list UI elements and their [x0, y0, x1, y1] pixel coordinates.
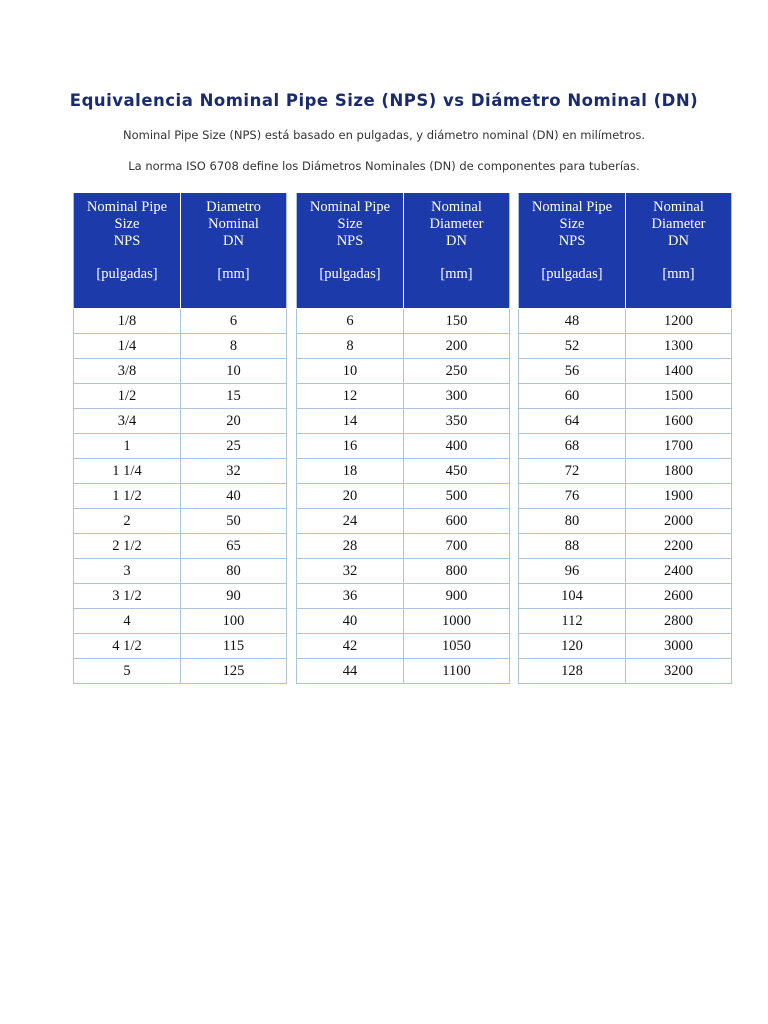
table-row [519, 534, 732, 559]
nps-cell: 112 [519, 609, 626, 634]
table-row [519, 559, 732, 584]
dn-cell: 1300 [626, 334, 732, 359]
table-row [519, 359, 732, 384]
table-row [519, 309, 732, 334]
dn-cell: 3200 [626, 659, 732, 684]
table-row [74, 384, 287, 409]
dn-cell: 50 [181, 509, 287, 534]
header-label: Nominal Pipe Size [531, 199, 613, 232]
nps-cell: 52 [519, 334, 626, 359]
header-nps [297, 193, 404, 309]
table-row [297, 384, 510, 409]
dn-cell: 2000 [626, 509, 732, 534]
table-row [74, 634, 287, 659]
header-unit: [mm] [440, 266, 473, 282]
dn-cell: 90 [181, 584, 287, 609]
dn-cell: 1000 [404, 609, 510, 634]
equivalence-table-1 [73, 193, 287, 684]
header-abbr: DN [668, 233, 689, 249]
table-row [297, 584, 510, 609]
table-row [519, 484, 732, 509]
nps-cell: 3 1/2 [74, 584, 181, 609]
nps-cell: 44 [297, 659, 404, 684]
table-row [74, 409, 287, 434]
dn-cell: 600 [404, 509, 510, 534]
table-row [297, 559, 510, 584]
nps-cell: 1 1/4 [74, 459, 181, 484]
header-abbr: NPS [336, 233, 364, 249]
nps-cell: 48 [519, 309, 626, 334]
dn-cell: 20 [181, 409, 287, 434]
dn-cell: 1200 [626, 309, 732, 334]
dn-cell: 1100 [404, 659, 510, 684]
dn-cell: 700 [404, 534, 510, 559]
nps-cell: 56 [519, 359, 626, 384]
dn-cell: 3000 [626, 634, 732, 659]
nps-cell: 68 [519, 434, 626, 459]
dn-cell: 500 [404, 484, 510, 509]
table-row [74, 484, 287, 509]
nps-cell: 32 [297, 559, 404, 584]
header-abbr: DN [223, 233, 244, 249]
nps-cell: 1/2 [74, 384, 181, 409]
header-unit: [mm] [662, 266, 695, 282]
dn-cell: 1050 [404, 634, 510, 659]
table-row [519, 384, 732, 409]
nps-cell: 5 [74, 659, 181, 684]
table-row [297, 609, 510, 634]
dn-cell: 2400 [626, 559, 732, 584]
table-row [519, 659, 732, 684]
subtitle-nps-dn: Nominal Pipe Size (NPS) está basado en pulgadas, y diámetro nominal (DN) en milímetros. [122, 128, 645, 142]
dn-cell: 800 [404, 559, 510, 584]
dn-cell: 115 [181, 634, 287, 659]
nps-cell: 14 [297, 409, 404, 434]
dn-cell: 300 [404, 384, 510, 409]
nps-cell: 2 1/2 [74, 534, 181, 559]
nps-cell: 120 [519, 634, 626, 659]
dn-cell: 350 [404, 409, 510, 434]
table-row [74, 584, 287, 609]
dn-cell: 10 [181, 359, 287, 384]
nps-cell: 24 [297, 509, 404, 534]
nps-cell: 12 [297, 384, 404, 409]
dn-cell: 8 [181, 334, 287, 359]
table-row [74, 359, 287, 384]
page-title: Equivalencia Nominal Pipe Size (NPS) vs Diámetro Nominal (DN) [69, 91, 699, 110]
dn-cell: 1600 [626, 409, 732, 434]
dn-cell: 450 [404, 459, 510, 484]
table-row [297, 309, 510, 334]
nps-cell: 6 [297, 309, 404, 334]
table-row [297, 484, 510, 509]
dn-cell: 250 [404, 359, 510, 384]
table-row [297, 659, 510, 684]
nps-cell: 1/4 [74, 334, 181, 359]
nps-cell: 72 [519, 459, 626, 484]
table-row [74, 334, 287, 359]
header-label: Nominal Pipe Size [86, 199, 168, 232]
table-row [297, 409, 510, 434]
header-abbr: NPS [558, 233, 586, 249]
dn-cell: 15 [181, 384, 287, 409]
table-row [74, 534, 287, 559]
nps-cell: 2 [74, 509, 181, 534]
dn-cell: 1700 [626, 434, 732, 459]
nps-cell: 4 [74, 609, 181, 634]
nps-cell: 104 [519, 584, 626, 609]
header-dn [626, 193, 732, 309]
dn-cell: 2600 [626, 584, 732, 609]
table-row [297, 459, 510, 484]
nps-cell: 16 [297, 434, 404, 459]
header-nps [519, 193, 626, 309]
nps-cell: 3/8 [74, 359, 181, 384]
nps-cell: 20 [297, 484, 404, 509]
table-row [297, 434, 510, 459]
table-row [74, 559, 287, 584]
table-row [519, 509, 732, 534]
nps-cell: 1 [74, 434, 181, 459]
header-unit: [mm] [217, 266, 250, 282]
dn-cell: 1500 [626, 384, 732, 409]
header-unit: [pulgadas] [319, 266, 381, 282]
nps-cell: 88 [519, 534, 626, 559]
header-label: Nominal Diameter [429, 199, 484, 232]
dn-cell: 32 [181, 459, 287, 484]
subtitle-iso-norm: La norma ISO 6708 define los Diámetros Nominales (DN) de componentes para tuberías. [128, 159, 640, 173]
dn-cell: 2800 [626, 609, 732, 634]
header-label: Nominal Pipe Size [309, 199, 391, 232]
equivalence-table-3 [518, 193, 732, 684]
header-unit: [pulgadas] [96, 266, 158, 282]
dn-cell: 150 [404, 309, 510, 334]
nps-cell: 1/8 [74, 309, 181, 334]
header-label: Nominal Diameter [651, 199, 706, 232]
table-row [74, 459, 287, 484]
nps-cell: 3/4 [74, 409, 181, 434]
dn-cell: 900 [404, 584, 510, 609]
dn-cell: 1900 [626, 484, 732, 509]
dn-cell: 1800 [626, 459, 732, 484]
nps-cell: 80 [519, 509, 626, 534]
nps-cell: 64 [519, 409, 626, 434]
dn-cell: 1400 [626, 359, 732, 384]
dn-cell: 65 [181, 534, 287, 559]
dn-cell: 6 [181, 309, 287, 334]
header-abbr: DN [446, 233, 467, 249]
table-row [74, 509, 287, 534]
header-label: Diametro Nominal [206, 199, 261, 232]
header-nps [74, 193, 181, 309]
nps-cell: 96 [519, 559, 626, 584]
dn-cell: 2200 [626, 534, 732, 559]
dn-cell: 400 [404, 434, 510, 459]
equivalence-table-2 [296, 193, 510, 684]
nps-cell: 18 [297, 459, 404, 484]
table-row [519, 584, 732, 609]
dn-cell: 80 [181, 559, 287, 584]
header-abbr: NPS [113, 233, 141, 249]
dn-cell: 100 [181, 609, 287, 634]
table-row [74, 609, 287, 634]
table-row [519, 634, 732, 659]
nps-cell: 60 [519, 384, 626, 409]
table-row [297, 334, 510, 359]
table-row [519, 459, 732, 484]
table-row [74, 659, 287, 684]
nps-cell: 28 [297, 534, 404, 559]
dn-cell: 200 [404, 334, 510, 359]
table-row [519, 409, 732, 434]
nps-cell: 1 1/2 [74, 484, 181, 509]
table-row [297, 509, 510, 534]
table-row [297, 634, 510, 659]
nps-cell: 40 [297, 609, 404, 634]
table-row [519, 334, 732, 359]
dn-cell: 125 [181, 659, 287, 684]
nps-cell: 76 [519, 484, 626, 509]
nps-cell: 3 [74, 559, 181, 584]
nps-cell: 10 [297, 359, 404, 384]
nps-cell: 8 [297, 334, 404, 359]
dn-cell: 25 [181, 434, 287, 459]
nps-cell: 4 1/2 [74, 634, 181, 659]
table-row [519, 609, 732, 634]
nps-cell: 36 [297, 584, 404, 609]
nps-cell: 42 [297, 634, 404, 659]
table-row [519, 434, 732, 459]
header-dn [404, 193, 510, 309]
table-row [297, 359, 510, 384]
table-row [74, 309, 287, 334]
nps-cell: 128 [519, 659, 626, 684]
header-dn [181, 193, 287, 309]
header-unit: [pulgadas] [541, 266, 603, 282]
table-row [74, 434, 287, 459]
table-row [297, 534, 510, 559]
dn-cell: 40 [181, 484, 287, 509]
